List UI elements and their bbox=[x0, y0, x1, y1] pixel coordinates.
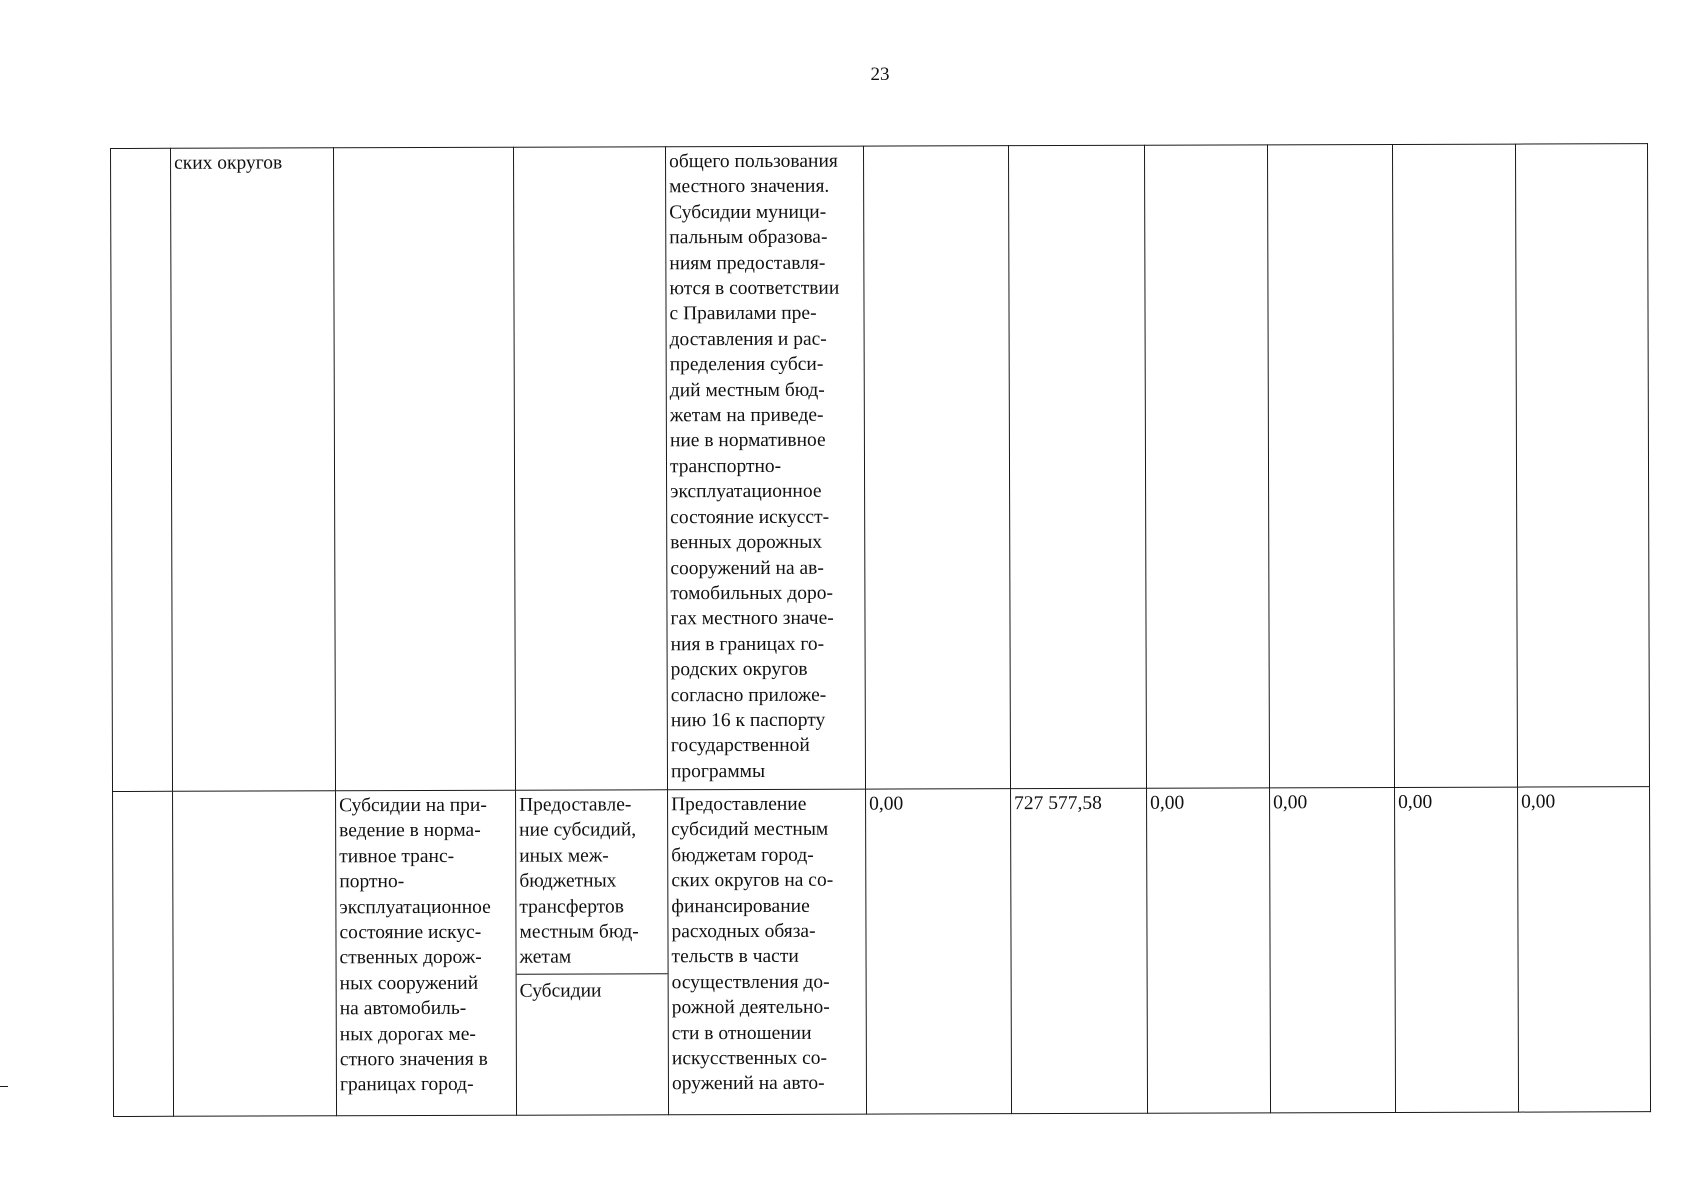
value-text: 0,00 bbox=[869, 793, 904, 815]
cell-text: Предоставле- ние субсидий, иных меж- бюджетных трансфертов местным бюд- жетам bbox=[516, 790, 668, 974]
cell-text: ских округов bbox=[174, 152, 283, 174]
value-text: 0,00 bbox=[1398, 791, 1433, 813]
value-cell bbox=[1011, 788, 1148, 1113]
value-cell bbox=[1395, 787, 1519, 1112]
table-cell bbox=[1144, 145, 1269, 788]
table-cell-split bbox=[516, 790, 669, 1115]
value-cell bbox=[1518, 787, 1651, 1112]
value-cell bbox=[1147, 788, 1271, 1113]
table-cell bbox=[668, 789, 867, 1115]
table-cell bbox=[111, 148, 173, 791]
cell-text: Субсидии на при- ведение в норма- тивное транс- портно- эксплуатационное состояние искус- ственных дорож- ных сооружений на автомобиль- ных дорогах ме- стного значения в границах город- bbox=[339, 794, 491, 1096]
table-cell bbox=[113, 791, 174, 1116]
table-cell bbox=[1515, 144, 1649, 787]
cell-text: Субсидии bbox=[519, 980, 602, 1002]
table-cell bbox=[173, 791, 337, 1117]
table-cell bbox=[1392, 144, 1517, 787]
cell-text: общего пользования местного значения. Субсидии муници- пальным образова- ниям предоставля- ются в соответствии с Правилами пре- доставления и рас- пределения субси- дий местным бюд- жетам на приведе- ние в нормативное транспортно- эксплуатационное состояние искусст- венных дорожных сооружений на ав- томобильных доро- гах местного значе- ния в границах го- родских округов согласно приложе- нию 16 к паспорту государственной программы bbox=[669, 150, 840, 782]
page-number: 23 bbox=[870, 64, 890, 85]
table-cell bbox=[336, 790, 517, 1116]
table-cell bbox=[665, 146, 865, 790]
table-cell bbox=[334, 147, 516, 791]
table-cell bbox=[1267, 144, 1394, 787]
value-text: 0,00 bbox=[1150, 792, 1185, 814]
table-cell bbox=[513, 147, 667, 790]
cell-text: Предоставление субсидий местным бюджетам город- ских округов на со- финансирование расходных обяза- тельств в части осуществления до- рожной деятельно- сти в отношении искусственных со- оружений на авто- bbox=[671, 793, 834, 1095]
table-cell bbox=[863, 146, 1010, 789]
value-cell bbox=[866, 789, 1012, 1114]
table-cell bbox=[1008, 145, 1146, 788]
table-row bbox=[111, 144, 1650, 792]
table-cell bbox=[171, 148, 336, 792]
value-text: 0,00 bbox=[1273, 792, 1308, 814]
table-row bbox=[113, 787, 1651, 1117]
value-text: 727 577,58 bbox=[1014, 792, 1102, 815]
value-text: 0,00 bbox=[1521, 791, 1556, 813]
margin-mark bbox=[0, 1086, 8, 1087]
budget-table bbox=[110, 143, 1651, 1117]
value-cell bbox=[1270, 787, 1396, 1112]
